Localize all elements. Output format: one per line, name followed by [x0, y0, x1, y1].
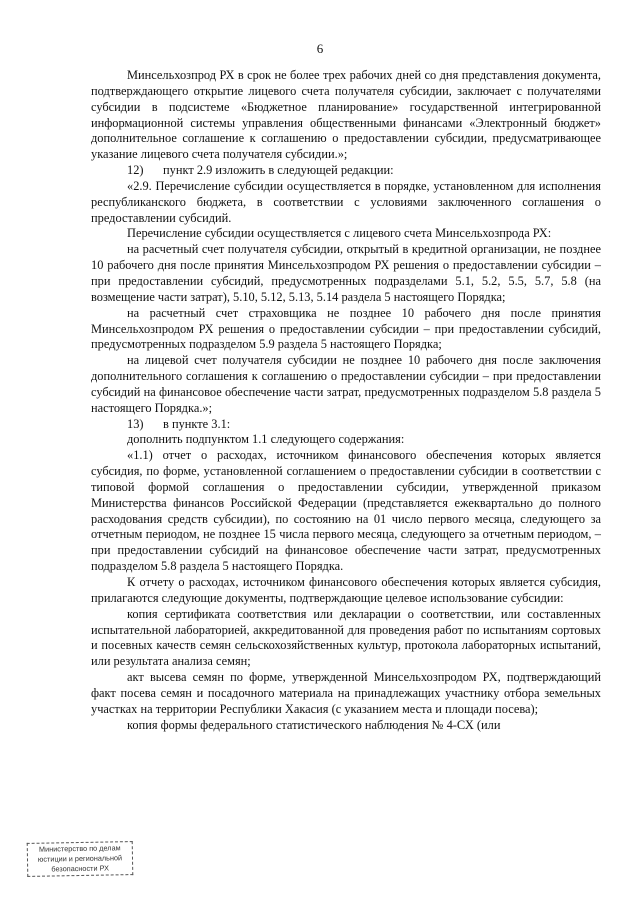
paragraph: на лицевой счет получателя субсидии не позднее 10 рабочего дня после заключения дополнительного соглашения к соглашению о предоставлении субсидии – при предоставлении субсидий на финансовое обеспечение части затрат, предусмотренных подразделом 5.8 раздела 5 настоящего Порядка.»; — [91, 353, 601, 415]
item-number: 12) — [127, 163, 144, 178]
item-number: 13) — [127, 416, 144, 431]
paragraph: акт высева семян по форме, утвержденной Минсельхозпродом РХ, подтверждающий факт посева семян и посадочного материала на принадлежащих участнику отбора земельных участках на территории Республики Хакасия (с указанием места и площади посева); — [91, 670, 601, 716]
stamp-line: юстиции и региональной — [37, 853, 123, 864]
document-body — [91, 68, 601, 733]
paragraph: копия формы федерального статистического наблюдения № 4-СХ (или — [127, 717, 501, 732]
stamp-line: безопасности РХ — [51, 863, 110, 874]
paragraph: копия сертификата соответствия или декларации о соответствии, или составленных испытательной лабораторией, аккредитованной для проведения работ по испытаниям сортовых и посевных качеств семян сельскохозяйственных культур, протокола лабораторных испытаний, или результата анализа семян; — [91, 606, 601, 669]
item-text: в пункте 3.1: — [163, 416, 231, 431]
paragraph: К отчету о расходах, источником финансового обеспечения которых является субсидия, прилагаются следующие документы, подтверждающие целевое использование субсидии: — [91, 575, 601, 605]
ministry-stamp — [27, 841, 134, 877]
paragraph: «1.1) отчет о расходах, источником финансового обеспечения которых является субсидия, по форме, установленной соглашением о предоставлении субсидии в соответствии с типовой формой соглашения о предоставлении субсидии, утвержденной приказом Министерства финансов Российской Федерации (представляется ежеквартально до полного расходования средств субсидии), по состоянию на 01 число первого месяца, следующего за отчетным периодом, не позднее 15 числа первого месяца, следующего за отчетным периодом, – при предоставлении субсидий на финансовое обеспечение части затрат, предусмотренных подразделом 5.8 раздела 5 настоящего Порядка. — [91, 448, 601, 574]
list-item — [91, 163, 601, 179]
paragraph: Минсельхозпрод РХ в срок не более трех рабочих дней со дня представления документа, подтверждающего открытие лицевого счета получателя субсидии, заключает с получателями субсидии в подсистеме «Бюджетное планирование» государственной интегрированной информационной системы управления общественными финансами «Электронный бюджет» дополнительное соглашение к соглашению о предоставлении субсидии, предусматривающее указание лицевого счета получателя субсидии.»; — [91, 68, 601, 162]
paragraph: на расчетный счет страховщика не позднее 10 рабочего дня после принятия Минсельхозпродом РХ решения о предоставлении субсидии – при предоставлении субсидий, предусмотренных подразделом 5.9 раздела 5 настоящего Порядка; — [91, 305, 601, 352]
paragraph: на расчетный счет получателя субсидии, открытый в кредитной организации, не позднее 10 рабочего дня после принятия Минсельхозпродом РХ решения о предоставлении субсидии – при предоставлении субсидий, предусмотренных подразделами 5.1, 5.2, 5.5, 5.7, 5.8 (на возмещение части затрат), 5.10, 5.12, 5.13, 5.14 раздела 5 настоящего Порядка; — [91, 242, 601, 304]
list-item — [91, 417, 601, 433]
paragraph: «2.9. Перечисление субсидии осуществляется в порядке, установленном для исполнения республиканского бюджета, в соответствии с условиями заключенного соглашения о предоставлении субсидий. — [91, 178, 601, 225]
paragraph: Перечисление субсидии осуществляется с лицевого счета Минсельхозпрода РХ: — [127, 226, 552, 241]
stamp-line: Министерство по делам — [38, 843, 121, 854]
item-text: пункт 2.9 изложить в следующей редакции: — [163, 163, 394, 178]
paragraph: дополнить подпунктом 1.1 следующего содержания: — [127, 432, 405, 447]
page-number: 6 — [316, 41, 324, 56]
